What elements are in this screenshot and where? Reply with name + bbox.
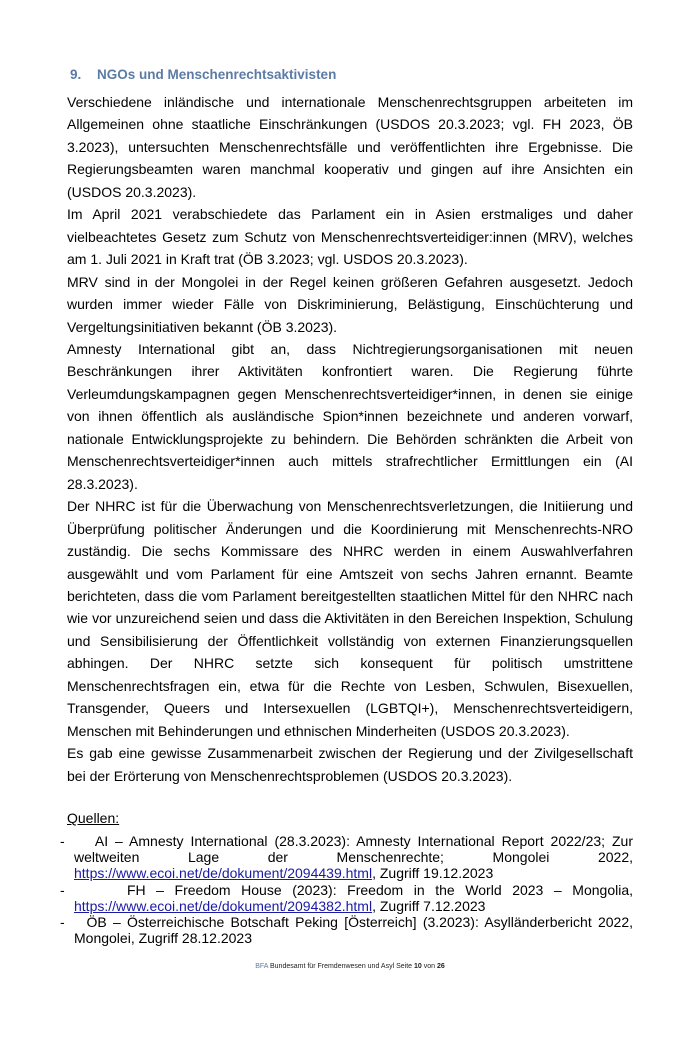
footer-page-number: 10 (414, 963, 422, 971)
paragraph: MRV sind in der Mongolei in der Regel keinen größeren Gefahren ausgesetzt. Jedoch wurden immer wieder Fälle von Diskriminierung, Belästigung, Einschüchterung und Vergeltungsinitiativen bekannt (ÖB 3.2023). (67, 273, 633, 335)
footer-page-label: Seite (396, 963, 413, 971)
paragraph: Amnesty International gibt an, dass Nichtregierungsorganisationen mit neuen Beschränkungen ihrer Aktivitäten konfrontiert waren. Die Regierung führte Verleumdungskampagnen gegen Menschenrechtsverteidiger*innen, in denen sie einige von ihnen öffentlich als ausländische Spion*innen bezeichnete und anderen vorwarf, nationale Entwicklungsprojekte zu behindern. Die Behörden schränkten die Arbeit von Menschenrechtsverteidiger*innen auch mittels strafrechtlicher Ermittlungen ein (AI 28.3.2023). (67, 340, 633, 492)
source-link[interactable]: https://www.ecoi.net/de/dokument/2094439.html (74, 865, 373, 882)
source-text: AI – Amnesty International (28.3.2023): Amnesty International Report 2022/23; Zur weltweiten Lage der Menschenrechte; Mongolei 2022, (74, 833, 633, 866)
source-text: ÖB – Österreichische Botschaft Peking [Österreich] (3.2023): Asylländerbericht 2022, Mongolei, Zugriff 28.12.2023 (74, 914, 634, 947)
bullet-dash: - (60, 914, 65, 931)
paragraph: Der NHRC ist für die Überwachung von Menschenrechtsverletzungen, die Initiierung und Überprüfung politischer Änderungen und die Koordinierung mit Menschenrechts-NRO zuständig. Die sechs Kommissare des NHRC werden in einem Auswahlverfahren ausgewählt und vom Parlament für eine Amtszeit von sechs Jahren ernannt. Beamte berichteten, dass die vom Parlament bereitgestellten staatlichen Mittel für den NHRC nach wie vor unzureichend seien und dass die Aktivitäten in den Bereichen Inspektion, Schulung und Sensibilisierung der Öffentlichkeit vollständig von externen Finanzierungsquellen abhingen. Der NHRC setzte sich konsequent für politisch umstrittene Menschenrechtsfragen ein, etwa für die Rechte von Lesben, Schwulen, Bisexuellen, Transgender, Queers und Intersexuellen (LGBTQI+), Menschenrechtsverteidigern, Menschen mit Behinderungen und ethnischen Minderheiten (USDOS 20.3.2023). (67, 498, 633, 739)
source-access-date: , Zugriff 19.12.2023 (372, 865, 494, 882)
footer-of-label: von (423, 963, 436, 971)
paragraph: Es gab eine gewisse Zusammenarbeit zwischen der Regierung und der Zivilgesellschaft bei der Erörterung von Menschenrechtsproblemen (USDOS 20.3.2023). (67, 745, 633, 784)
bullet-dash: - (60, 833, 65, 850)
source-text: FH – Freedom House (2023): Freedom in the World 2023 – Mongolia, (126, 881, 633, 898)
body-text (67, 91, 633, 787)
source-item (60, 914, 634, 947)
source-link[interactable]: https://www.ecoi.net/de/dokument/2094382.html (74, 897, 373, 914)
section-number: 9. (70, 67, 82, 82)
source-item (60, 833, 633, 882)
section-title: NGOs und Menschenrechtsaktivisten (97, 67, 337, 82)
footer-org: Bundesamt für Fremdenwesen und Asyl (270, 963, 395, 971)
paragraph: Im April 2021 verabschiedete das Parlament ein in Asien erstmaliges und daher vielbeachtetes Gesetz zum Schutz von Menschenrechtsverteidiger:innen (MRV), welches am 1. Juli 2021 in Kraft trat (ÖB 3.2023; vgl. USDOS 20.3.2023). (67, 206, 633, 268)
bullet-dash: - (60, 881, 65, 898)
sources-title: Quellen: (67, 810, 120, 827)
paragraph: Verschiedene inländische und internationale Menschenrechtsgruppen arbeiteten im Allgemeinen ohne staatliche Einschränkungen (USDOS 20.3.2023; vgl. FH 2023, ÖB 3.2023), untersuchten Menschenrechtsfälle und veröffentlichten ihre Ergebnisse. Die Regierungsbeamten waren manchmal kooperativ und gingen auf ihre Ansichten ein (USDOS 20.3.2023). (67, 94, 633, 200)
source-item (60, 881, 633, 914)
footer-page-total: 26 (437, 963, 445, 971)
source-access-date: , Zugriff 7.12.2023 (372, 897, 486, 914)
bfa-logo: BFA (255, 963, 269, 971)
sources-list (60, 833, 634, 947)
page-footer (67, 946, 633, 1045)
section-heading (70, 66, 633, 83)
